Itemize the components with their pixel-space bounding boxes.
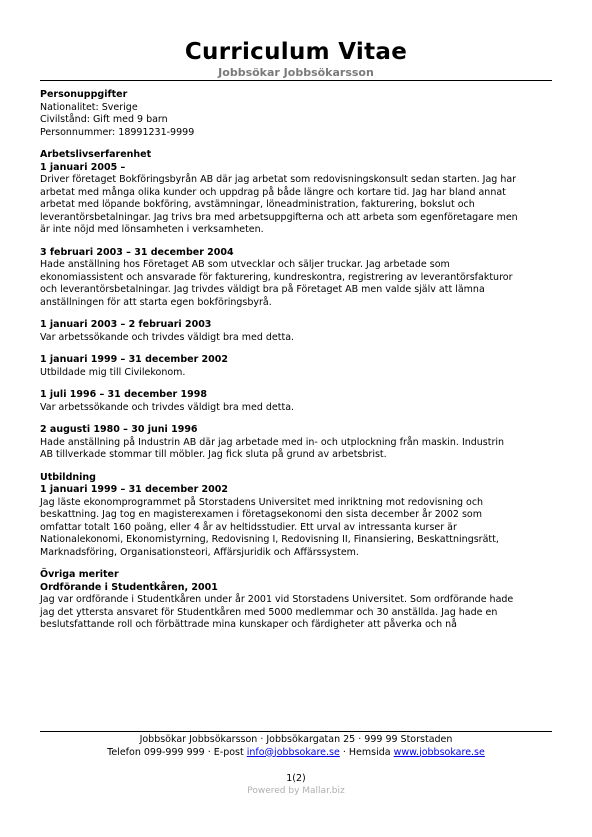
- footer-address: Jobbsökar Jobbsökarsson · Jobbsökargatan 25 · 999 99 Storstaden: [139, 734, 453, 745]
- experience-entry: [40, 247, 560, 310]
- section-heading: Övriga meriter: [40, 569, 119, 580]
- entry-line: Jag läste ekonomprogrammet på Storstadens Universitet med inriktning mot redovisning och: [40, 496, 484, 508]
- entry-line: Jag var ordförande i Studentkåren under år 2001 vid Storstadens Universitet. Som ordförande hade: [40, 594, 514, 605]
- entry-line: arbetat med löpande bokföring, avstämningar, löneadministration, fakturering, bokslut och: [40, 199, 475, 210]
- section-heading: Personuppgifter: [40, 89, 128, 100]
- cv-content: [40, 89, 560, 632]
- section-heading: Arbetslivserfarenhet: [40, 149, 152, 160]
- civil-status: Civilstånd: Gift med 9 barn: [40, 114, 168, 125]
- footer: [0, 734, 592, 759]
- experience-entry: [40, 162, 560, 237]
- entry-line: beslutsfattande roll och förbättrade mina kunskaper och färdigheter att påverka och nå: [40, 619, 457, 630]
- other-merits-section: [40, 569, 560, 632]
- entry-date: 1 juli 1996 – 31 december 1998: [40, 389, 207, 400]
- powered-by: Powered by Mallar.biz: [247, 786, 345, 796]
- footer-divider: [40, 731, 552, 732]
- entry-line: Var arbetssökande och trivdes väldigt bra med detta.: [40, 331, 295, 343]
- entry-date: 3 februari 2003 – 31 december 2004: [40, 246, 234, 258]
- entry-line: Marknadsföring, Organisationsteori, Affärsjuridik och Affärssystem.: [40, 546, 359, 558]
- email-link[interactable]: info@jobbsokare.se: [246, 746, 340, 758]
- website-link[interactable]: www.jobbsokare.se: [393, 746, 485, 758]
- entry-date: 1 januari 1999 – 31 december 2002: [40, 484, 228, 495]
- footer-phone: Telefon 099-999 999 · E-post: [107, 746, 247, 758]
- personal-section: [40, 89, 560, 139]
- entry-line: Hade anställning hos Företaget AB som utvecklar och säljer truckar. Jag arbetade som: [40, 259, 450, 270]
- entry-line: ekonomiassistent och ansvarade för fakturering, kundreskontra, registrering av leverantörsfakturor: [40, 271, 513, 283]
- entry-date: 1 januari 2005 –: [40, 161, 126, 173]
- entry-line: leverantörsbetalningar. Jag trivs bra med arbetsuppgifterna och att arbeta som egenföretagare men: [40, 211, 518, 223]
- merit-title: Ordförande i Studentkåren, 2001: [40, 581, 218, 593]
- entry-date: 1 januari 2003 – 2 februari 2003: [40, 319, 212, 330]
- section-heading: Utbildning: [40, 471, 96, 483]
- entry-line: anställningen för att starta egen bokföringsbyrå.: [40, 296, 272, 308]
- entry-line: jag det yttersta ansvaret för Studentkåren med 5000 medlemmar och 30 anställda. Jag hade en: [40, 606, 498, 618]
- entry-line: arbetat med många olika kunder och uppdrag på både längre och kortare tid. Jag har bland annat: [40, 186, 506, 198]
- footer-site-label: · Hemsida: [339, 746, 394, 758]
- entry-line: Var arbetssökande och trivdes väldigt bra med detta.: [40, 401, 295, 413]
- entry-line: Utbildade mig till Civilekonom.: [40, 366, 186, 378]
- entry-line: AB tillverkade stommar till möbler. Jag fick sluta på grund av arbetsbrist.: [40, 449, 387, 460]
- entry-line: Driver företaget Bokföringsbyrån AB där jag arbetat som redovisningskonsult sedan starten. Jag har: [40, 174, 517, 185]
- experience-entry: [40, 424, 560, 462]
- entry-line: och leverantörsbetalningar. Jag trivdes väldigt bra på Företaget AB men valde själv att lämna: [40, 284, 485, 295]
- experience-entry: [40, 389, 560, 414]
- entry-date: 1 januari 1999 – 31 december 2002: [40, 354, 228, 365]
- document-title: Curriculum Vitae: [184, 39, 408, 65]
- personal-number: Personnummer: 18991231-9999: [40, 126, 195, 138]
- header-divider: [40, 80, 552, 81]
- experience-section: [40, 149, 560, 462]
- experience-entry: [40, 354, 560, 379]
- applicant-name: Jobbsökar Jobbsökarsson: [218, 66, 374, 79]
- entry-line: beskattning. Jag tog en magisterexamen i företagsekonomi den sista december år 2002 som: [40, 509, 482, 520]
- footer-contact: [0, 747, 592, 760]
- entry-line: är inte nöjd med lönsamheten i verksamheten.: [40, 224, 264, 235]
- education-section: [40, 472, 560, 560]
- entry-date: 2 augusti 1980 – 30 juni 1996: [40, 424, 198, 435]
- entry-line: Hade anställning på Industrin AB där jag arbetade med in- och utplockning från maskin. Industrin: [40, 436, 505, 448]
- entry-line: omfattar totalt 160 poäng, eller 4 år av heltidsstudier. Ett urval av intressanta kurser är: [40, 521, 457, 533]
- nationality: Nationalitet: Sverige: [40, 101, 138, 113]
- page-number: 1(2): [286, 773, 306, 784]
- experience-entry: [40, 319, 560, 344]
- entry-line: Nationalekonomi, Ekonomistyrning, Redovisning I, Redovisning II, Finansiering, Beskattningsrätt,: [40, 534, 499, 545]
